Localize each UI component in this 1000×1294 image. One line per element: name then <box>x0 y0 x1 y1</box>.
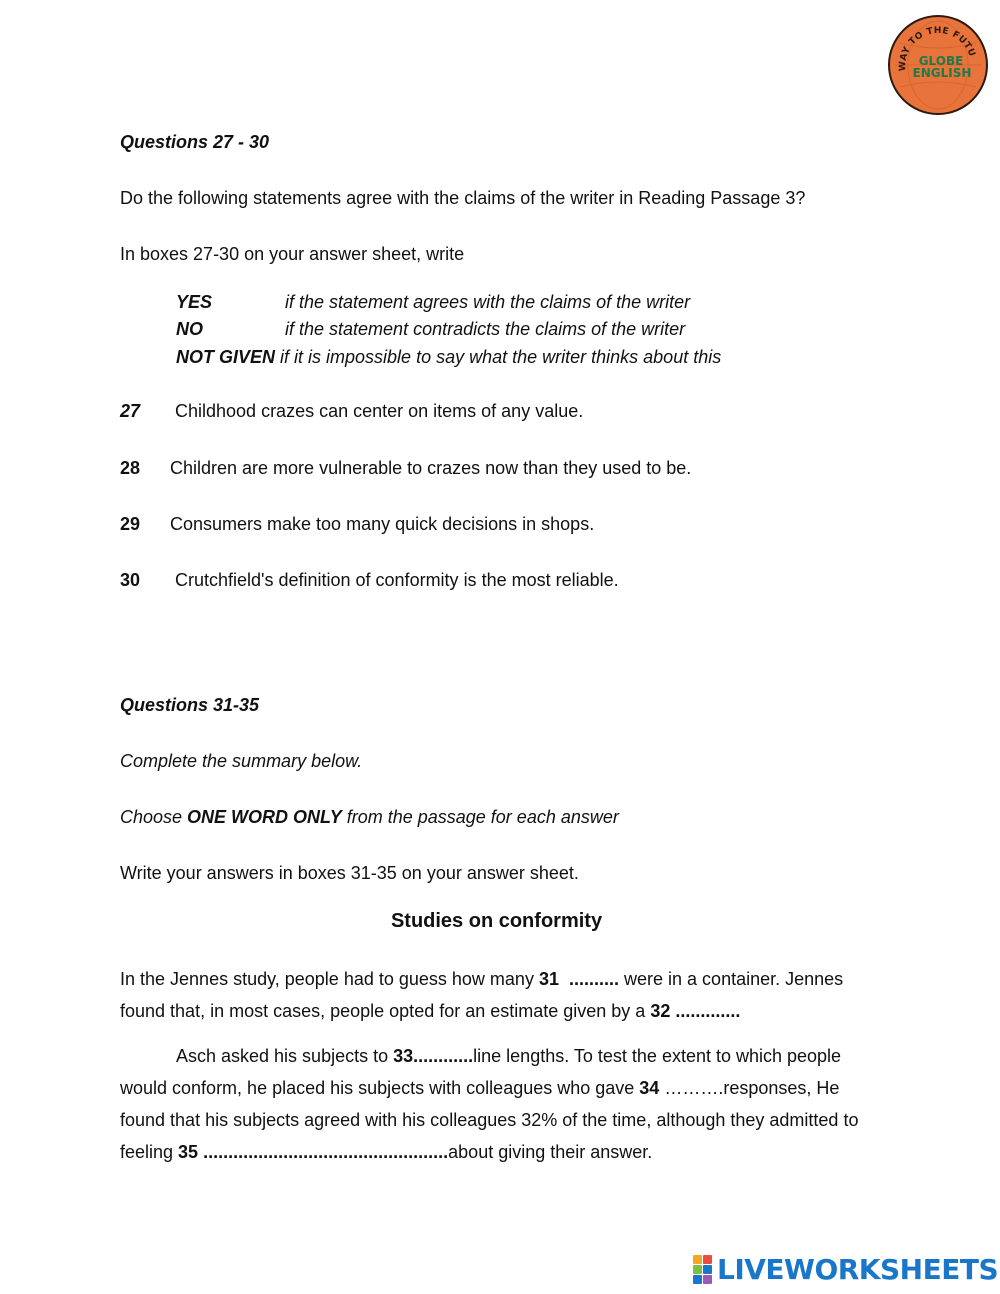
gap-number-33: 33 <box>393 1046 414 1066</box>
para2-text: about giving their answer. <box>448 1142 653 1162</box>
legend-row-yes <box>176 291 690 313</box>
statement-text: Childhood crazes can center on items of any value. <box>175 401 584 421</box>
legend-key: YES <box>176 292 213 312</box>
legend-key: NO <box>176 319 203 339</box>
gap-number-32: 32 <box>650 1001 671 1021</box>
section2-instruction3: Write your answers in boxes 31-35 on your answer sheet. <box>120 863 579 883</box>
answer-gap-35[interactable]: ................................................. <box>203 1142 449 1162</box>
answer-gap-33[interactable]: ............ <box>413 1046 474 1066</box>
legend-key: NOT GIVEN <box>176 347 276 367</box>
instruction2-post: from the passage for each answer <box>341 807 619 827</box>
instruction2-pre: Choose <box>120 807 188 827</box>
para2-text: Asch asked his subjects to <box>176 1046 394 1066</box>
summary-title: Studies on conformity <box>390 910 603 932</box>
section1-instruction: Do the following statements agree with the claims of the writer in Reading Passage 3? <box>120 188 806 208</box>
liveworksheets-brand[interactable] <box>693 1253 998 1285</box>
para1-text: were in a container. Jennes found that, in most cases, people opted for an estimate given by a <box>120 969 844 1021</box>
statement-number: 29 <box>120 514 141 534</box>
para2-text: responses, He found that his subjects agreed with his colleagues 32% of the time, although they admitted to feeling <box>120 1078 859 1162</box>
legend-desc: if it is impossible to say what the writer thinks about this <box>280 347 722 367</box>
statement-27 <box>120 400 583 422</box>
instruction2-bold: ONE WORD ONLY <box>187 807 342 827</box>
section1-heading: Questions 27 - 30 <box>120 132 270 152</box>
gap-number-31: 31 <box>538 969 559 989</box>
logo-line2: ENGLISH <box>912 66 972 80</box>
brand-text: LIVEWORKSHEETS <box>717 1252 999 1286</box>
legend-desc: if the statement contradicts the claims of the writer <box>285 319 686 339</box>
statement-number: 28 <box>120 458 141 478</box>
logo-arc-text: WAY TO THE FUTU <box>898 25 977 72</box>
statement-30 <box>120 569 619 591</box>
globe-english-logo <box>886 13 990 117</box>
gap-number-34: 34 <box>639 1078 660 1098</box>
statement-text: Consumers make too many quick decisions in shops. <box>170 514 595 534</box>
section2-instruction2 <box>120 806 619 828</box>
legend-row-no <box>176 318 685 340</box>
statement-29 <box>120 513 594 535</box>
statement-28 <box>120 457 691 479</box>
statement-number: 30 <box>120 570 141 590</box>
answer-gap-31[interactable]: .......... <box>569 969 620 989</box>
section2-instruction1: Complete the summary below. <box>120 751 363 771</box>
para2-text: line lengths. To test the extent to which people would conform, he placed his subjects with colleagues who gave <box>120 1046 842 1098</box>
section2-heading: Questions 31-35 <box>120 695 260 715</box>
legend-row-not-given <box>176 346 721 368</box>
gap-number-35: 35 <box>178 1142 199 1162</box>
statement-text: Crutchfield's definition of conformity is the most reliable. <box>175 570 619 590</box>
statement-text: Children are more vulnerable to crazes now than they used to be. <box>170 458 692 478</box>
para1-text: In the Jennes study, people had to guess how many <box>120 969 539 989</box>
summary-paragraph-1 <box>120 963 880 1027</box>
summary-paragraph-2 <box>120 1040 880 1168</box>
section1-boxes-instruction: In boxes 27-30 on your answer sheet, write <box>120 244 465 264</box>
logo-line1: GLOBE <box>918 54 964 68</box>
statement-number: 27 <box>120 401 141 421</box>
answer-gap-34[interactable]: ………. <box>664 1078 724 1098</box>
liveworksheets-logo-icon <box>693 1255 712 1284</box>
answer-gap-32[interactable]: ............. <box>675 1001 741 1021</box>
legend-desc: if the statement agrees with the claims of the writer <box>285 292 691 312</box>
